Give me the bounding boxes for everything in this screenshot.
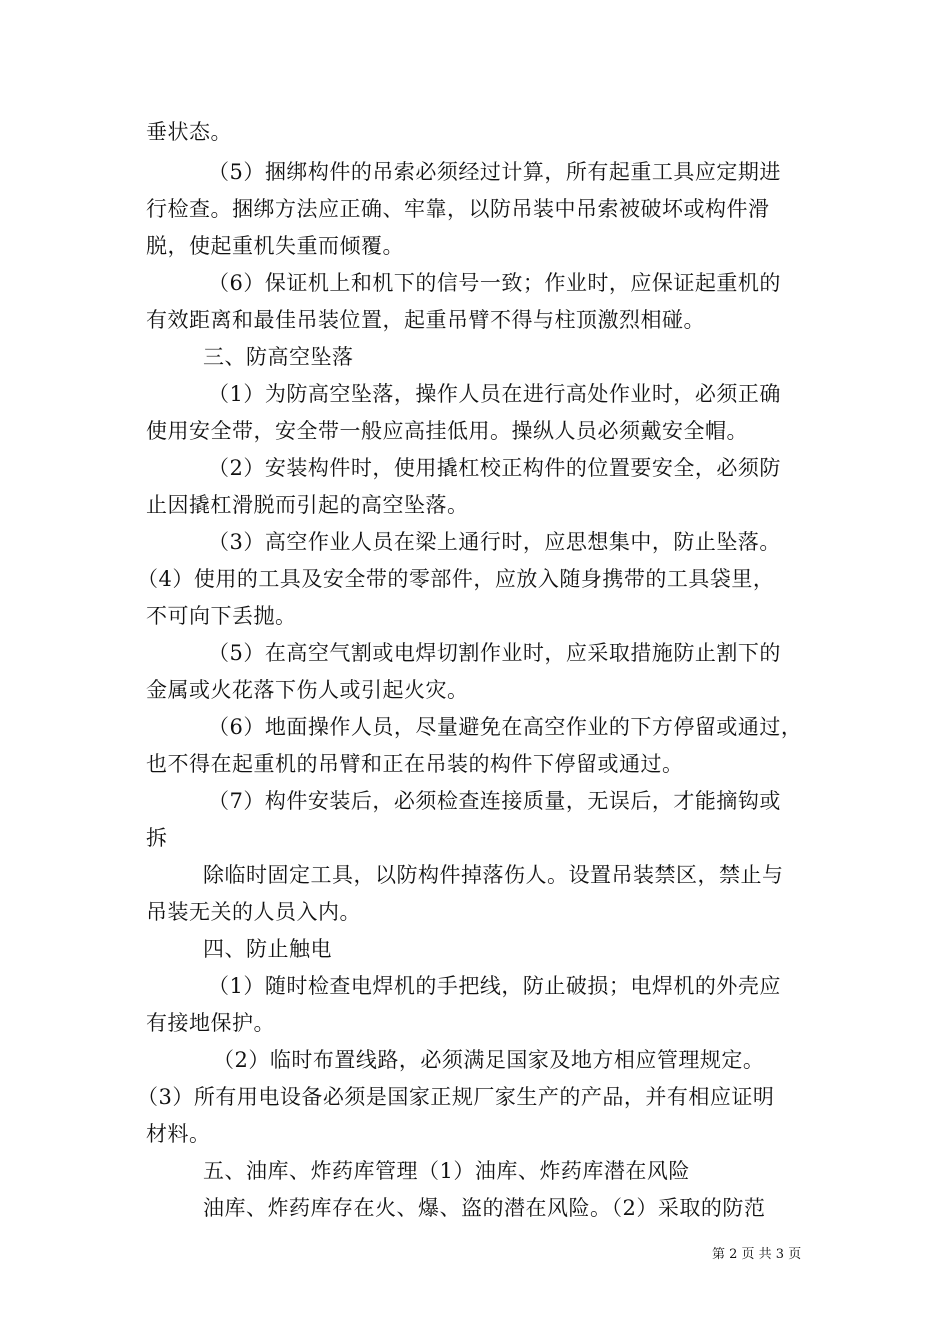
- text-line-27: （3）所有用电设备必须是国家正规厂家生产的产品，并有相应证明: [137, 1085, 775, 1109]
- text-line-17: （6）地面操作人员，尽量避免在高空作业的下方停留或通过，: [208, 715, 803, 739]
- text-line-8: （1）为防高空坠落，操作人员在进行高处作业时，必须正确: [208, 382, 781, 406]
- text-line-18: 也不得在起重机的吊臂和正在吊装的构件下停留或通过。: [146, 752, 684, 776]
- text-line-4: 脱，使起重机失重而倾覆。: [146, 234, 404, 258]
- text-line-14: 不可向下丢抛。: [146, 604, 297, 628]
- section-heading-5: 五、油库、炸药库管理（1）油库、炸药库潜在风险: [203, 1159, 690, 1183]
- text-line-3: 行检查。捆绑方法应正确、牢靠，以防吊装中吊索被破坏或构件滑: [146, 197, 770, 221]
- text-line-11: 止因撬杠滑脱而引起的高空坠落。: [146, 493, 469, 517]
- text-line-20: 拆: [146, 826, 168, 850]
- text-line-13: （4）使用的工具及安全带的零部件，应放入随身携带的工具袋里，: [137, 567, 775, 591]
- section-heading-3: 三、防高空坠落: [203, 345, 354, 369]
- text-line-5: （6）保证机上和机下的信号一致；作业时，应保证起重机的: [208, 271, 781, 295]
- text-line-30: 油库、炸药库存在火、爆、盗的潜在风险。（2）采取的防范: [203, 1196, 766, 1220]
- text-line-22: 吊装无关的人员入内。: [146, 900, 361, 924]
- text-line-16: 金属或火花落下伤人或引起火灾。: [146, 678, 469, 702]
- text-line-10: （2）安装构件时，使用撬杠校正构件的位置要安全，必须防: [208, 456, 781, 480]
- text-line-26: （2）临时布置线路，必须满足国家及地方相应管理规定。: [213, 1048, 765, 1072]
- text-line-15: （5）在高空气割或电焊切割作业时，应采取措施防止割下的: [208, 641, 781, 665]
- text-line-12: （3）高空作业人员在梁上通行时，应思想集中，防止坠落。: [208, 530, 781, 554]
- text-line-1: 垂状态。: [146, 120, 232, 144]
- text-line-2: （5）捆绑构件的吊索必须经过计算，所有起重工具应定期进: [208, 160, 781, 184]
- text-line-21: 除临时固定工具，以防构件掉落伤人。设置吊装禁区，禁止与: [203, 863, 784, 887]
- text-line-24: （1）随时检查电焊机的手把线，防止破损；电焊机的外壳应: [208, 974, 781, 998]
- section-heading-4: 四、防止触电: [203, 937, 332, 961]
- text-line-28: 材料。: [146, 1122, 211, 1146]
- text-line-6: 有效距离和最佳吊装位置，起重吊臂不得与柱顶激烈相碰。: [146, 308, 705, 332]
- text-line-19: （7）构件安装后，必须检查连接质量，无误后，才能摘钩或: [208, 789, 781, 813]
- page-number-footer: 第 2 页 共 3 页: [712, 1247, 802, 1262]
- text-line-9: 使用安全带，安全带一般应高挂低用。操纵人员必须戴安全帽。: [146, 419, 748, 443]
- text-line-25: 有接地保护。: [146, 1011, 275, 1035]
